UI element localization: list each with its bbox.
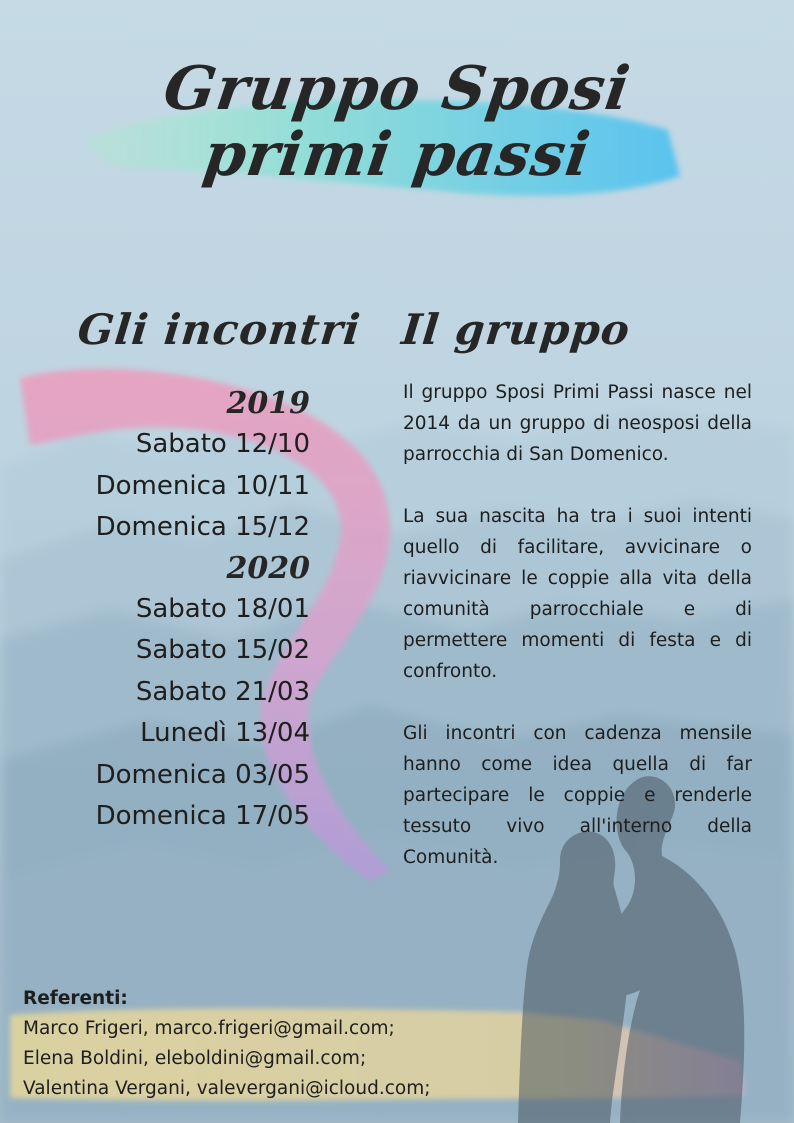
- gruppo-paragraph: Il gruppo Sposi Primi Passi nasce nel 2014 da un gruppo di neosposi della parrocchia di San Domenico.: [403, 382, 752, 465]
- year-label: 2020: [226, 550, 310, 586]
- meeting-date: Domenica 15/12: [95, 512, 310, 542]
- referente-contact: Elena Boldini, eleboldini@gmail.com;: [23, 1048, 367, 1069]
- meeting-date: Lunedì 13/04: [140, 718, 310, 748]
- meeting-date: Domenica 17/05: [95, 801, 310, 831]
- title-line-2: primi passi: [199, 120, 595, 190]
- referenti-title: Referenti:: [23, 988, 128, 1009]
- meeting-date: Domenica 03/05: [95, 759, 310, 790]
- meeting-dates-list: [10, 384, 310, 838]
- gruppo-paragraph: Gli incontri con cadenza mensile hanno come idea quella di far partecipare le coppie e renderle tessuto vivo all'interno della Comunità.: [403, 723, 752, 868]
- meeting-date: Sabato 18/01: [135, 593, 310, 624]
- incontri-heading: Gli incontri: [75, 305, 364, 354]
- gruppo-paragraph: La sua nascita ha tra i suoi intenti quello di facilitare, avvicinare o riavvicinare le coppie alla vita della comunità parrocchiale e di permettere momenti di festa e di confronto.: [403, 506, 752, 682]
- meeting-date: Sabato 12/10: [135, 429, 310, 459]
- gruppo-description: [403, 377, 752, 904]
- year-label: 2019: [226, 386, 310, 421]
- title-line-1: Gruppo Sposi: [159, 54, 635, 124]
- referente-contact: Marco Frigeri, marco.frigeri@gmail.com;: [23, 1018, 395, 1039]
- meeting-date: Sabato 21/03: [135, 676, 310, 707]
- referente-contact: Valentina Vergani, valevergani@icloud.com;: [23, 1078, 431, 1099]
- meeting-date: Sabato 15/02: [135, 635, 310, 665]
- gruppo-heading: Il gruppo: [399, 305, 633, 354]
- meeting-date: Domenica 10/11: [95, 470, 310, 501]
- referenti-section: [23, 984, 523, 1104]
